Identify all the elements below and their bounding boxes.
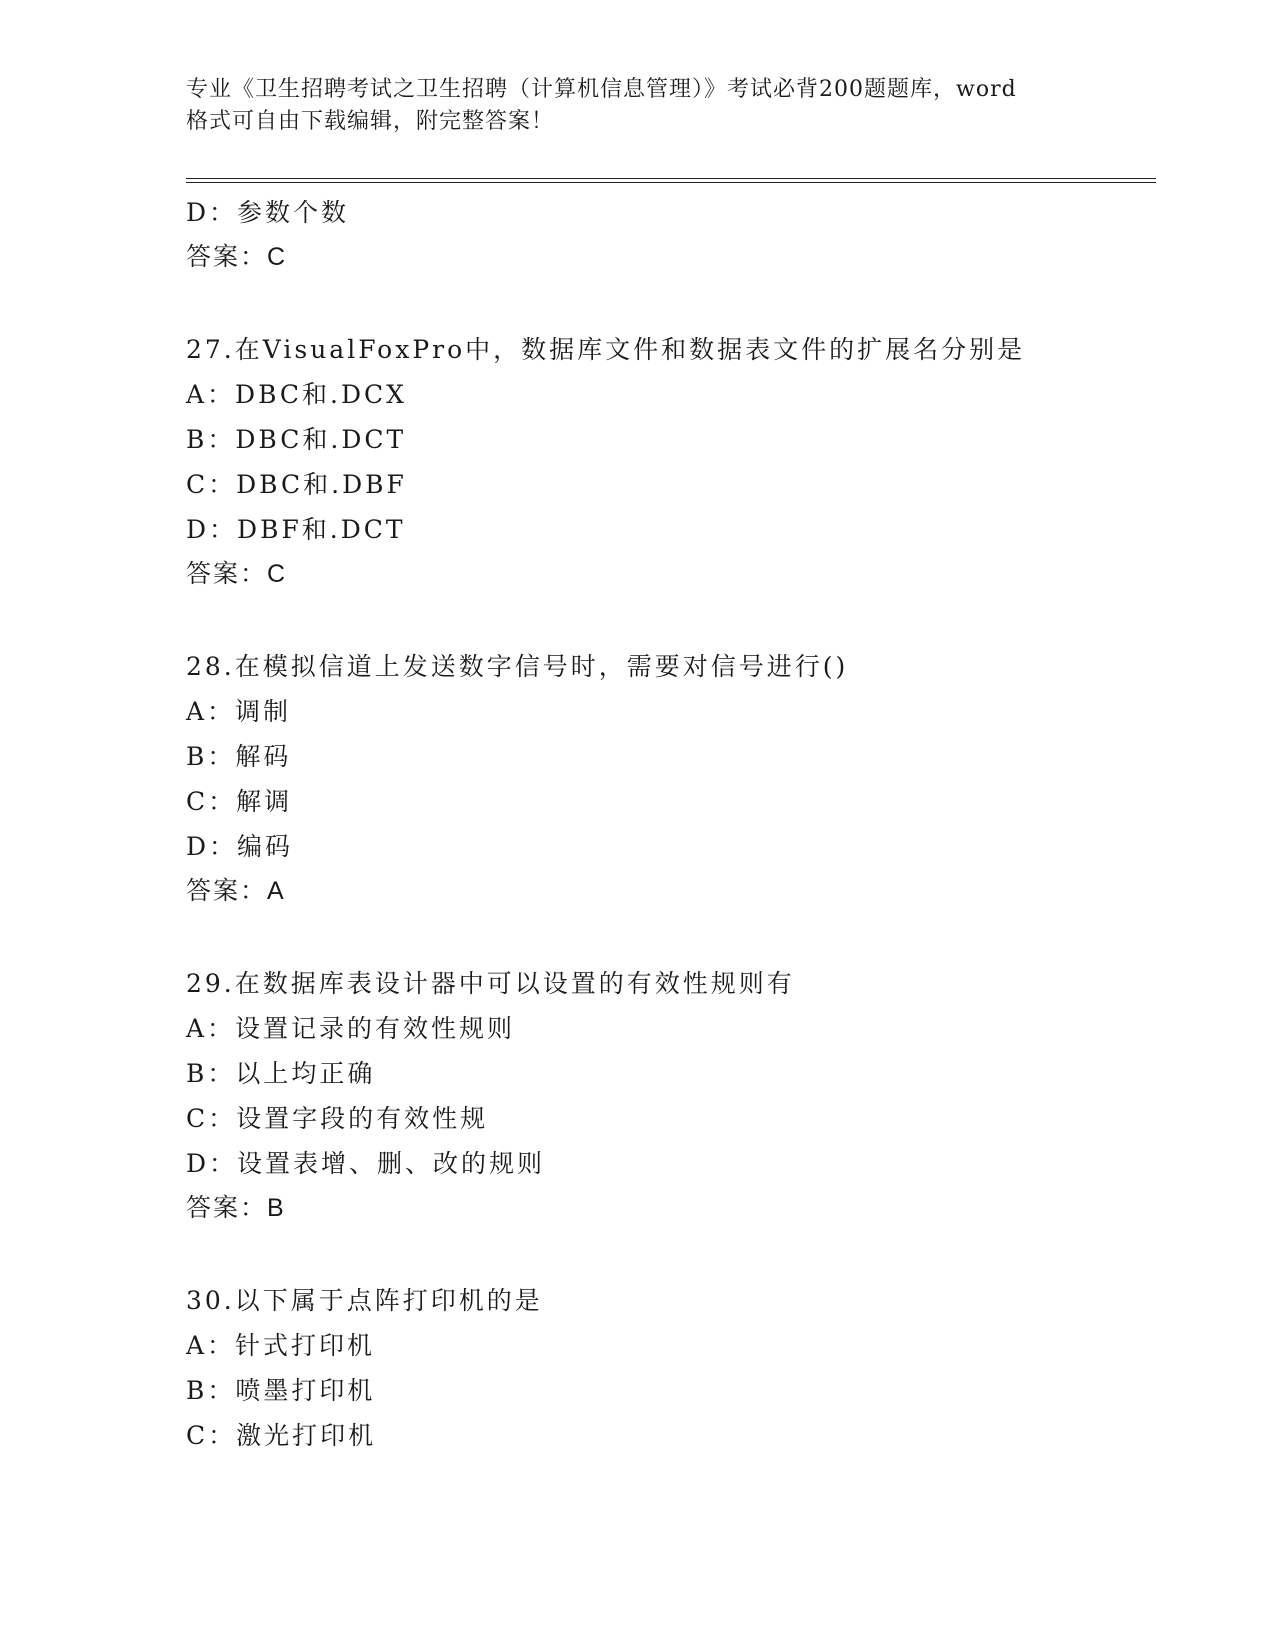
question-block-30: [186, 1278, 1146, 1458]
answer-line: 答案：B: [186, 1194, 286, 1222]
document-header: [186, 74, 1086, 138]
option-d: D：设置表增、删、改的规则: [186, 1149, 546, 1178]
option-c: C：解调: [186, 787, 293, 816]
header-title-line-2: 格式可自由下载编辑，附完整答案！: [186, 109, 555, 134]
block-spacer: [186, 1231, 1146, 1278]
question-block-28: [186, 644, 1146, 914]
answer-line: 答案：C: [186, 560, 288, 588]
option-a: A：针式打印机: [186, 1331, 376, 1360]
question-block-29: [186, 961, 1146, 1231]
block-spacer: [186, 280, 1146, 327]
option-a: A：设置记录的有效性规则: [186, 1014, 516, 1043]
option-d: D：DBF和.DCT: [186, 515, 406, 544]
question-text: 30.以下属于点阵打印机的是: [186, 1286, 543, 1315]
block-spacer: [186, 597, 1146, 644]
question-block-26-continuation: [186, 190, 1146, 280]
header-title-line-1: 专业《卫生招聘考试之卫生招聘（计算机信息管理）》考试必背200题题库，word: [186, 77, 1017, 102]
option-c: C：激光打印机: [186, 1421, 377, 1450]
question-text: 27.在VisualFoxPro中，数据库文件和数据表文件的扩展名分别是: [186, 335, 1026, 364]
option-b: B：解码: [186, 742, 292, 771]
option-b: B：DBC和.DCT: [186, 425, 407, 454]
question-text: 28.在模拟信道上发送数字信号时，需要对信号进行(): [186, 652, 849, 681]
question-text: 29.在数据库表设计器中可以设置的有效性规则有: [186, 969, 795, 998]
option-a: A：调制: [186, 697, 292, 726]
question-block-27: [186, 327, 1146, 597]
block-spacer: [186, 914, 1146, 961]
answer-line: 答案：C: [186, 243, 288, 271]
question-list: [186, 190, 1146, 1458]
answer-line: 答案：A: [186, 877, 286, 905]
option-c: C：DBC和.DBF: [186, 470, 407, 499]
option-c: C：设置字段的有效性规: [186, 1104, 489, 1133]
option-b: B：喷墨打印机: [186, 1376, 376, 1405]
option-b: B：以上均正确: [186, 1059, 376, 1088]
option-d: D：参数个数: [186, 198, 350, 227]
header-divider: [186, 178, 1156, 183]
option-a: A：DBC和.DCX: [186, 380, 407, 409]
option-d: D：编码: [186, 832, 294, 861]
